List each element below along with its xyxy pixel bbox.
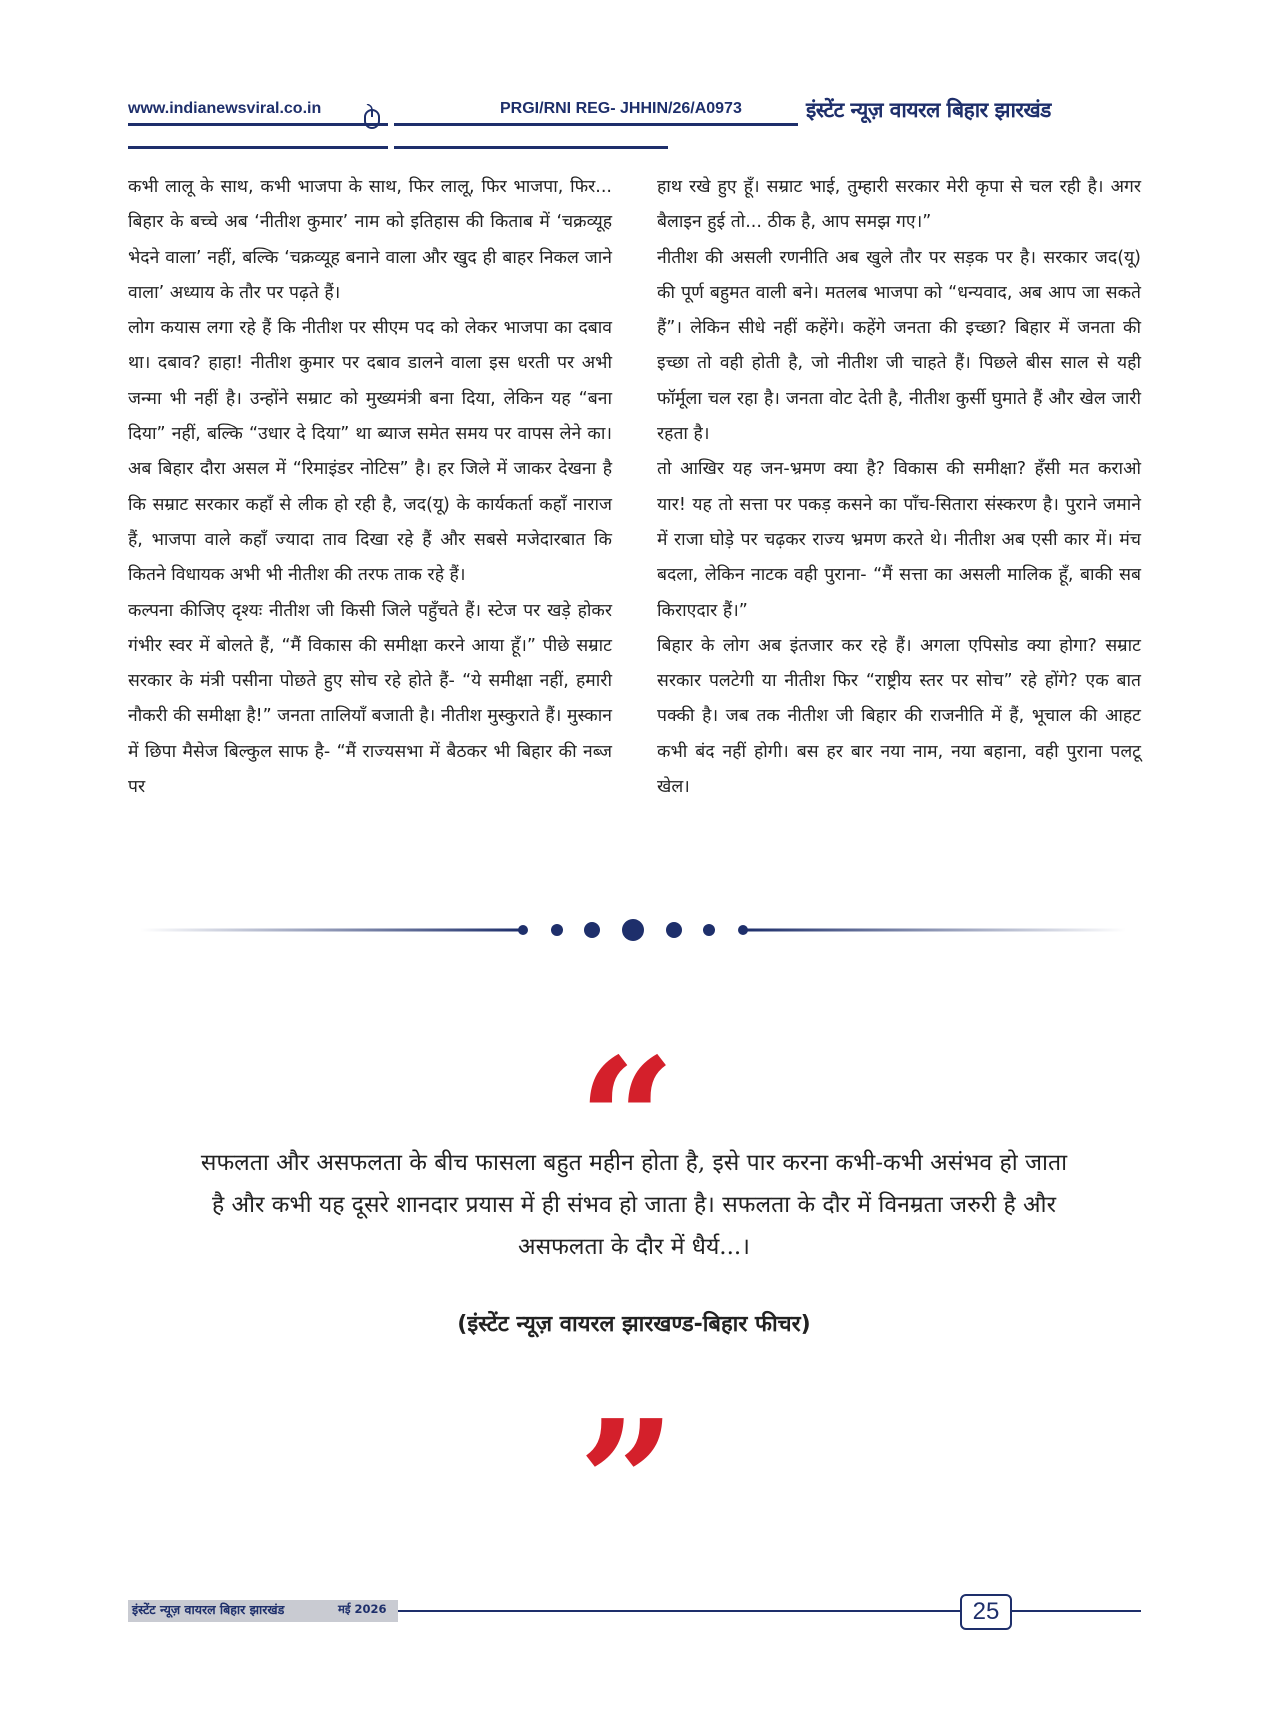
header-rule-gap <box>388 123 394 149</box>
article-column-left <box>128 170 612 805</box>
page-number: 25 <box>960 1594 1012 1630</box>
publication-title: इंस्टेंट न्यूज़ वायरल बिहार झारखंड <box>806 98 1051 122</box>
article-paragraph: हाथ रखे हुए हूँ। सम्राट भाई, तुम्हारी सरकार मेरी कृपा से चल रही है। अगर बैलाइन हुई तो... ठीक है, आप समझ गए।” <box>657 177 1141 233</box>
article-paragraph: तो आखिर यह जन-भ्रमण क्या है? विकास की समीक्षा? हँसी मत कराओ यार! यह तो सत्ता पर पकड़ कसने का पाँच-सितारा संस्करण है। पुराने जमाने में राजा घोड़े पर चढ़कर राज्य भ्रमण करते थे। नीतीश अब एसी कार में। मंच बदला, लेकिन नाटक वही पुराना- “मैं सत्ता का असली मालिक हूँ, बाकी सब किराएदार हैं।” <box>657 459 1141 621</box>
header-rule-top <box>128 123 798 126</box>
quote-close-mark: ” <box>578 1383 676 1583</box>
article-paragraph: कल्पना कीजिए दृश्यः नीतीश जी किसी जिले पहुँचते हैं। स्टेज पर खड़े होकर गंभीर स्वर में बोलते हैं, “मैं विकास की समीक्षा करने आया हूँ।” पीछे सम्राट सरकार के मंत्री पसीना पोछते हुए सोच रहे होते हैं- “ये समीक्षा नहीं, हमारी नौकरी की समीक्षा है!” जनता तालियाँ बजाती है। नीतीश मुस्कुराते हैं। मुस्कान में छिपा मैसेज बिल्कुल साफ है- “मैं राज्यसभा में बैठकर भी बिहार की नब्ज पर <box>128 600 612 798</box>
footer-publication: इंस्टेंट न्यूज़ वायरल बिहार झारखंड <box>132 1602 285 1617</box>
article-column-right <box>657 170 1141 805</box>
header-rule-bottom <box>128 146 668 149</box>
website-url: www.indianewsviral.co.in <box>128 100 322 117</box>
quote-credit: (इंस्टेंट न्यूज़ वायरल झारखण्ड-बिहार फीचर) <box>457 1312 811 1337</box>
footer-rule <box>398 1610 1141 1612</box>
mouse-icon <box>363 104 381 130</box>
footer-issue-date: मई 2026 <box>338 1602 387 1616</box>
article-paragraph: नीतीश की असली रणनीति अब खुले तौर पर सड़क पर है। सरकार जद(यू) की पूर्ण बहुमत वाली बने। मतलब भाजपा को “धन्यवाद, अब आप जा सकते हैं”। लेकिन सीधे नहीं कहेंगे। कहेंगे जनता की इच्छा? बिहार में जनता की इच्छा तो वही होती है, जो नीतीश जी चाहते हैं। पिछले बीस साल से यही फॉर्मूला चल रहा है। जनता वोट देती है, नीतीश कुर्सी घुमाते हैं और खेल जारी रहता है। <box>657 247 1141 445</box>
quote-open-mark: “ <box>578 1021 676 1221</box>
registration-number: PRGI/RNI REG- JHHIN/26/A0973 <box>500 100 742 117</box>
dotted-divider <box>140 918 1126 942</box>
quote-text: सफलता और असफलता के बीच फासला बहुत महीन होता है, इसे पार करना कभी-कभी असंभव हो जाता है और कभी यह दूसरे शानदार प्रयास में ही संभव हो जाता है। सफलता के दौर में विनम्रता जरुरी है और असफलता के दौर में धैर्य...। <box>200 1150 1068 1260</box>
article-paragraph: लोग कयास लगा रहे हैं कि नीतीश पर सीएम पद को लेकर भाजपा का दबाव था। दबाव? हाहा! नीतीश कुमार पर दबाव डालने वाला इस धरती पर अभी जन्मा भी नहीं है। उन्होंने सम्राट को मुख्यमंत्री बना दिया, लेकिन यह “बना दिया” नहीं, बल्कि “उधार दे दिया” था ब्याज समेत समय पर वापस लेने का। अब बिहार दौरा असल में “रिमाइंडर नोटिस” है। हर जिले में जाकर देखना है कि सम्राट सरकार कहाँ से लीक हो रही है, जद(यू) के कार्यकर्ता कहाँ नाराज हैं, भाजपा वाले कहाँ ज्यादा ताव दिखा रहे हैं और सबसे मजेदारबात कि कितने विधायक अभी भी नीतीश की तरफ ताक रहे हैं। <box>128 318 612 586</box>
article-paragraph: बिहार के लोग अब इंतजार कर रहे हैं। अगला एपिसोड क्या होगा? सम्राट सरकार पलटेगी या नीतीश फिर “राष्ट्रीय स्तर पर सोच” रहे होंगे? एक बात पक्की है। जब तक नीतीश जी बिहार की राजनीति में हैं, भूचाल की आहट कभी बंद नहीं होगी। बस हर बार नया नाम, नया बहाना, वही पुराना पलटू खेल। <box>657 635 1141 798</box>
article-paragraph: कभी लालू के साथ, कभी भाजपा के साथ, फिर लालू, फिर भाजपा, फिर... बिहार के बच्चे अब ‘नीतीश कुमार’ नाम को इतिहास की किताब में ‘चक्रव्यूह भेदने वाला’ नहीं, बल्कि ‘चक्रव्यूह बनाने वाला और खुद ही बाहर निकल जाने वाला’ अध्याय के तौर पर पढ़ते हैं। <box>128 177 612 303</box>
